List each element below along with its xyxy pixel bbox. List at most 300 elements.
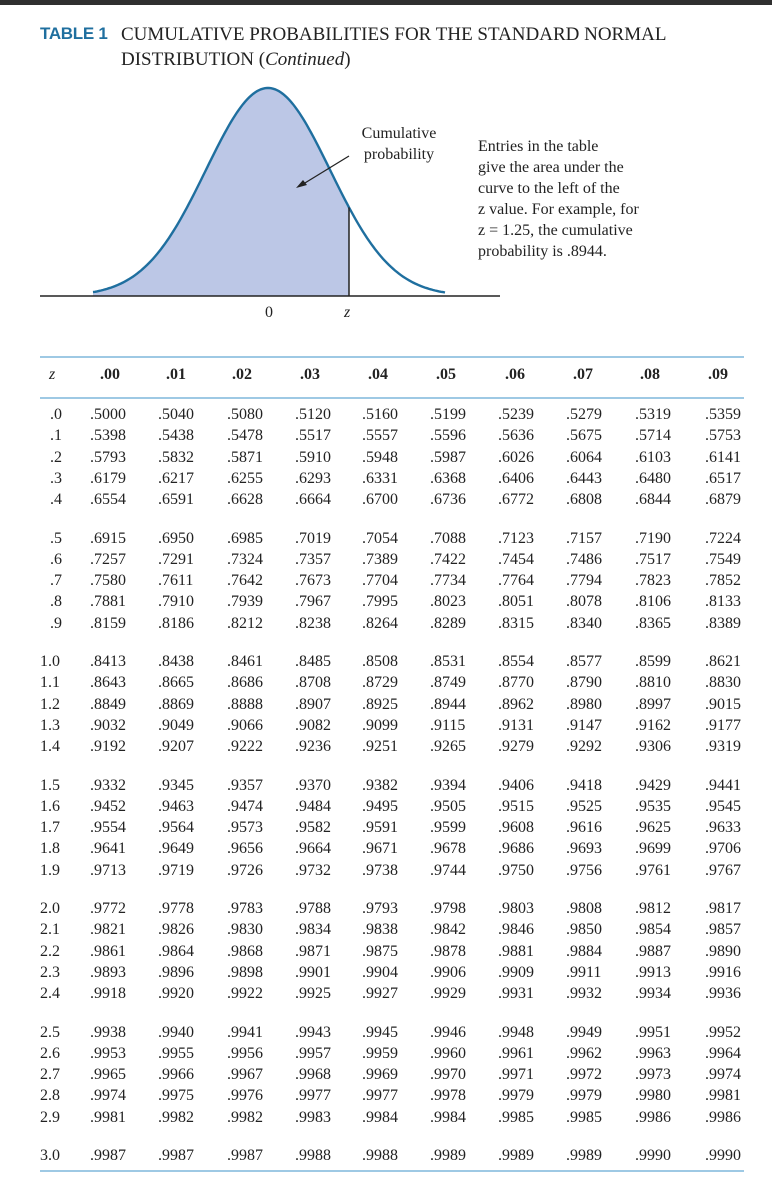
table-row: [40, 653, 744, 674]
probability-cell: .9678: [430, 840, 466, 858]
row-z-value: 1.8: [40, 840, 60, 858]
entries-line-5: z = 1.25, the cumulative: [478, 222, 633, 239]
probability-cell: .8599: [635, 653, 671, 670]
probability-cell: .9767: [705, 861, 741, 879]
probability-cell: .6331: [362, 469, 398, 487]
probability-cell: .9505: [430, 797, 466, 815]
row-z-value: .4: [50, 491, 62, 509]
probability-cell: .9881: [498, 942, 534, 960]
probability-cell: .9332: [90, 776, 126, 794]
probability-cell: .7704: [362, 572, 398, 590]
probability-cell: .5753: [705, 427, 741, 445]
probability-cell: .9535: [635, 797, 671, 815]
probability-cell: .8810: [635, 674, 671, 692]
table-row: [40, 406, 744, 427]
probability-cell: .6985: [227, 529, 263, 547]
probability-cell: .9962: [566, 1044, 602, 1062]
table-row: [40, 1024, 744, 1045]
row-z-value: .6: [50, 550, 62, 568]
probability-cell: .6141: [705, 448, 741, 466]
probability-cell: .5596: [430, 427, 466, 445]
probability-cell: .7257: [90, 550, 126, 568]
probability-cell: .9861: [90, 942, 126, 960]
probability-cell: .8264: [362, 614, 398, 632]
probability-cell: .9906: [430, 963, 466, 981]
probability-cell: .9830: [227, 921, 263, 939]
probability-cell: .9904: [362, 963, 398, 981]
probability-cell: .9808: [566, 900, 602, 917]
probability-cell: .7224: [705, 529, 741, 547]
probability-cell: .9738: [362, 861, 398, 879]
probability-cell: .7881: [90, 593, 126, 611]
probability-cell: .9515: [498, 797, 534, 815]
probability-cell: .9582: [295, 819, 331, 837]
row-z-value: .2: [50, 448, 62, 466]
probability-cell: .6179: [90, 469, 126, 487]
probability-cell: .9625: [635, 819, 671, 837]
probability-cell: .9986: [635, 1108, 671, 1126]
header-col-03: .03: [300, 366, 320, 383]
probability-cell: .6026: [498, 448, 534, 466]
probability-cell: .9846: [498, 921, 534, 939]
probability-cell: .5359: [705, 406, 741, 423]
probability-cell: .9671: [362, 840, 398, 858]
probability-cell: .9949: [566, 1023, 602, 1041]
probability-cell: .7389: [362, 550, 398, 568]
probability-cell: .8023: [430, 593, 466, 611]
probability-cell: .8078: [566, 593, 602, 611]
probability-cell: .9945: [362, 1023, 398, 1041]
probability-cell: .6368: [430, 469, 466, 487]
probability-cell: .9699: [635, 840, 671, 858]
probability-cell: .9963: [635, 1044, 671, 1062]
probability-cell: .8485: [295, 653, 331, 670]
probability-cell: .7794: [566, 572, 602, 590]
probability-cell: .9988: [362, 1147, 398, 1164]
probability-cell: .7190: [635, 529, 671, 547]
probability-cell: .6591: [158, 491, 194, 509]
probability-cell: .6808: [566, 491, 602, 509]
row-z-value: 3.0: [40, 1147, 60, 1164]
probability-cell: .9788: [295, 900, 331, 917]
probability-cell: .9972: [566, 1066, 602, 1084]
probability-cell: .7995: [362, 593, 398, 611]
axis-z-label: z: [344, 304, 351, 321]
probability-cell: .8212: [227, 614, 263, 632]
table-row: [40, 551, 744, 572]
probability-cell: .8770: [498, 674, 534, 692]
probability-cell: .9975: [158, 1087, 194, 1105]
row-z-value: .5: [50, 529, 62, 547]
probability-cell: .9251: [362, 738, 398, 756]
probability-cell: .9131: [498, 716, 534, 734]
probability-cell: .9927: [362, 985, 398, 1003]
probability-cell: .9990: [705, 1147, 741, 1164]
row-z-value: 1.0: [40, 653, 60, 670]
probability-cell: .5438: [158, 427, 194, 445]
probability-cell: .9986: [705, 1108, 741, 1126]
probability-cell: .9932: [566, 985, 602, 1003]
table-bottom-rule: [40, 1170, 744, 1172]
probability-cell: .6879: [705, 491, 741, 509]
probability-cell: .9989: [430, 1147, 466, 1164]
row-z-value: .3: [50, 469, 62, 487]
probability-cell: .9964: [705, 1044, 741, 1062]
probability-cell: .5040: [158, 406, 194, 423]
probability-cell: .8749: [430, 674, 466, 692]
probability-cell: .9463: [158, 797, 194, 815]
probability-cell: .9978: [430, 1087, 466, 1105]
probability-cell: .9973: [635, 1066, 671, 1084]
probability-cell: .9726: [227, 861, 263, 879]
row-z-value: 2.1: [40, 921, 60, 939]
probability-cell: .9441: [705, 776, 741, 794]
probability-cell: .8389: [705, 614, 741, 632]
probability-cell: .9943: [295, 1023, 331, 1041]
probability-cell: .9948: [498, 1023, 534, 1041]
probability-cell: .9941: [227, 1023, 263, 1041]
table-row: [40, 840, 744, 861]
probability-cell: .9985: [498, 1108, 534, 1126]
table-body: [40, 398, 744, 1168]
header-col-05: .05: [436, 366, 456, 383]
probability-cell: .9744: [430, 861, 466, 879]
table-row: [40, 427, 744, 448]
cumulative-shaded-area: [93, 88, 349, 296]
probability-cell: .9984: [362, 1108, 398, 1126]
probability-cell: .7642: [227, 572, 263, 590]
probability-cell: .8944: [430, 695, 466, 713]
probability-cell: .9599: [430, 819, 466, 837]
probability-cell: .9474: [227, 797, 263, 815]
probability-cell: .9803: [498, 900, 534, 917]
probability-cell: .9909: [498, 963, 534, 981]
probability-cell: .9418: [566, 776, 602, 794]
probability-cell: .9370: [295, 776, 331, 794]
probability-cell: .8238: [295, 614, 331, 632]
cumulative-label-line-2: probability: [363, 146, 435, 163]
probability-cell: .6915: [90, 529, 126, 547]
probability-cell: .9279: [498, 738, 534, 756]
probability-cell: .8980: [566, 695, 602, 713]
probability-cell: .9959: [362, 1044, 398, 1062]
probability-cell: .5160: [362, 406, 398, 423]
row-z-value: 2.0: [40, 900, 60, 917]
probability-cell: .6950: [158, 529, 194, 547]
row-z-value: 2.2: [40, 942, 60, 960]
axis-zero-label: 0: [265, 304, 273, 321]
probability-cell: .5279: [566, 406, 602, 423]
probability-cell: .9987: [227, 1147, 263, 1164]
probability-cell: .9936: [705, 985, 741, 1003]
table-row: [40, 717, 744, 738]
probability-cell: .9938: [90, 1023, 126, 1041]
probability-cell: .9842: [430, 921, 466, 939]
probability-cell: .9484: [295, 797, 331, 815]
probability-cell: .7939: [227, 593, 263, 611]
probability-cell: .8686: [227, 674, 263, 692]
probability-cell: .5948: [362, 448, 398, 466]
table-row: [40, 1109, 744, 1130]
probability-cell: .9955: [158, 1044, 194, 1062]
probability-cell: .9756: [566, 861, 602, 879]
probability-cell: .9082: [295, 716, 331, 734]
probability-cell: .9981: [90, 1108, 126, 1126]
table-row: [40, 985, 744, 1006]
probability-cell: .8133: [705, 593, 741, 611]
probability-cell: .9967: [227, 1066, 263, 1084]
probability-cell: .5120: [295, 406, 331, 423]
probability-cell: .9946: [430, 1023, 466, 1041]
probability-cell: .6554: [90, 491, 126, 509]
probability-cell: .9957: [295, 1044, 331, 1062]
row-z-value: 2.6: [40, 1044, 60, 1062]
probability-cell: .8289: [430, 614, 466, 632]
probability-cell: .7823: [635, 572, 671, 590]
probability-cell: .9616: [566, 819, 602, 837]
probability-cell: .7157: [566, 529, 602, 547]
probability-cell: .9871: [295, 942, 331, 960]
header-col-09: .09: [708, 366, 728, 383]
probability-cell: .8106: [635, 593, 671, 611]
probability-cell: .9834: [295, 921, 331, 939]
probability-cell: .7580: [90, 572, 126, 590]
probability-cell: .6664: [295, 491, 331, 509]
probability-cell: .8340: [566, 614, 602, 632]
probability-cell: .9222: [227, 738, 263, 756]
entries-line-2: give the area under the: [478, 159, 624, 176]
probability-cell: .9147: [566, 716, 602, 734]
probability-cell: .9960: [430, 1044, 466, 1062]
probability-cell: .9573: [227, 819, 263, 837]
probability-cell: .7734: [430, 572, 466, 590]
table-row: [40, 572, 744, 593]
probability-cell: .8907: [295, 695, 331, 713]
table-row: [40, 1147, 744, 1168]
row-z-value: 1.4: [40, 738, 60, 756]
probability-cell: .9382: [362, 776, 398, 794]
table-row: [40, 674, 744, 695]
table-row: [40, 862, 744, 883]
probability-cell: .9649: [158, 840, 194, 858]
probability-cell: .7019: [295, 529, 331, 547]
probability-cell: .9554: [90, 819, 126, 837]
probability-cell: .9641: [90, 840, 126, 858]
probability-cell: .9953: [90, 1044, 126, 1062]
probability-cell: .9406: [498, 776, 534, 794]
table-row: [40, 738, 744, 759]
probability-cell: .9732: [295, 861, 331, 879]
row-z-value: .7: [50, 572, 62, 590]
probability-cell: .5675: [566, 427, 602, 445]
table-row: [40, 530, 744, 551]
probability-cell: .9162: [635, 716, 671, 734]
probability-cell: .9798: [430, 900, 466, 917]
probability-cell: .6064: [566, 448, 602, 466]
title-line-2-close: ): [344, 49, 351, 70]
probability-cell: .9686: [498, 840, 534, 858]
probability-cell: .8577: [566, 653, 602, 670]
probability-cell: .7357: [295, 550, 331, 568]
probability-cell: .6255: [227, 469, 263, 487]
probability-cell: .5000: [90, 406, 126, 423]
probability-cell: .8925: [362, 695, 398, 713]
probability-cell: .9857: [705, 921, 741, 939]
probability-cell: .6480: [635, 469, 671, 487]
probability-cell: .9706: [705, 840, 741, 858]
probability-cell: .9099: [362, 716, 398, 734]
probability-cell: .9976: [227, 1087, 263, 1105]
probability-cell: .5910: [295, 448, 331, 466]
probability-cell: .9838: [362, 921, 398, 939]
probability-cell: .9357: [227, 776, 263, 794]
probability-cell: .5517: [295, 427, 331, 445]
probability-cell: .6217: [158, 469, 194, 487]
table-row: [40, 964, 744, 985]
entries-line-4: z value. For example, for: [478, 201, 639, 218]
probability-cell: .7611: [158, 572, 194, 590]
probability-cell: .9817: [705, 900, 741, 917]
probability-cell: .9812: [635, 900, 671, 917]
probability-cell: .7517: [635, 550, 671, 568]
probability-cell: .9719: [158, 861, 194, 879]
probability-cell: .9918: [90, 985, 126, 1003]
probability-cell: .9656: [227, 840, 263, 858]
table-row: [40, 900, 744, 921]
probability-cell: .9979: [498, 1087, 534, 1105]
probability-cell: .5398: [90, 427, 126, 445]
table-row: [40, 1045, 744, 1066]
probability-cell: .9545: [705, 797, 741, 815]
table-row: [40, 798, 744, 819]
probability-cell: .8643: [90, 674, 126, 692]
probability-cell: .6517: [705, 469, 741, 487]
header-col-00: .00: [100, 366, 120, 383]
probability-cell: .9985: [566, 1108, 602, 1126]
probability-cell: .5793: [90, 448, 126, 466]
probability-cell: .9916: [705, 963, 741, 981]
cumulative-label-line-1: Cumulative: [361, 125, 437, 142]
probability-cell: .7291: [158, 550, 194, 568]
probability-cell: .7764: [498, 572, 534, 590]
probability-cell: .5239: [498, 406, 534, 423]
probability-cell: .6443: [566, 469, 602, 487]
probability-cell: .9952: [705, 1023, 741, 1041]
probability-cell: .9693: [566, 840, 602, 858]
probability-cell: .8621: [705, 653, 741, 670]
probability-cell: .9934: [635, 985, 671, 1003]
probability-cell: .9306: [635, 738, 671, 756]
probability-cell: .9974: [90, 1087, 126, 1105]
probability-cell: .9980: [635, 1087, 671, 1105]
probability-cell: .9981: [705, 1087, 741, 1105]
row-z-value: 2.9: [40, 1108, 60, 1126]
probability-cell: .9452: [90, 797, 126, 815]
probability-cell: .9564: [158, 819, 194, 837]
table-row: [40, 819, 744, 840]
probability-cell: .8159: [90, 614, 126, 632]
probability-cell: .9495: [362, 797, 398, 815]
probability-cell: .5636: [498, 427, 534, 445]
probability-cell: .6772: [498, 491, 534, 509]
probability-cell: .8315: [498, 614, 534, 632]
probability-cell: .9911: [566, 963, 602, 981]
probability-cell: .9783: [227, 900, 263, 917]
probability-cell: .5832: [158, 448, 194, 466]
probability-cell: .7910: [158, 593, 194, 611]
probability-cell: .9868: [227, 942, 263, 960]
probability-cell: .8051: [498, 593, 534, 611]
probability-cell: .9049: [158, 716, 194, 734]
probability-cell: .8365: [635, 614, 671, 632]
header-col-01: .01: [166, 366, 186, 383]
probability-cell: .9772: [90, 900, 126, 917]
probability-cell: .8531: [430, 653, 466, 670]
probability-cell: .8869: [158, 695, 194, 713]
table-row: [40, 593, 744, 614]
row-z-value: 1.7: [40, 819, 60, 837]
row-z-value: .9: [50, 614, 62, 632]
title-line-1: CUMULATIVE PROBABILITIES FOR THE STANDARD NORMAL: [121, 24, 667, 45]
table-row: [40, 777, 744, 798]
probability-cell: .9878: [430, 942, 466, 960]
probability-cell: .9922: [227, 985, 263, 1003]
probability-cell: .8849: [90, 695, 126, 713]
probability-cell: .9977: [295, 1087, 331, 1105]
probability-cell: .9990: [635, 1147, 671, 1164]
table-label: TABLE 1: [40, 24, 108, 43]
probability-cell: .9920: [158, 985, 194, 1003]
probability-cell: .6700: [362, 491, 398, 509]
probability-cell: .9982: [227, 1108, 263, 1126]
probability-cell: .5714: [635, 427, 671, 445]
table-row: [40, 943, 744, 964]
probability-cell: .9778: [158, 900, 194, 917]
probability-cell: .9951: [635, 1023, 671, 1041]
table-row: [40, 615, 744, 636]
top-border: [0, 0, 772, 5]
probability-cell: .6628: [227, 491, 263, 509]
probability-cell: .9192: [90, 738, 126, 756]
probability-cell: .9429: [635, 776, 671, 794]
probability-cell: .8508: [362, 653, 398, 670]
probability-cell: .7088: [430, 529, 466, 547]
probability-cell: .9793: [362, 900, 398, 917]
probability-cell: .9969: [362, 1066, 398, 1084]
probability-cell: .8830: [705, 674, 741, 692]
probability-cell: .9987: [158, 1147, 194, 1164]
probability-cell: .5478: [227, 427, 263, 445]
probability-cell: .8729: [362, 674, 398, 692]
probability-cell: .8790: [566, 674, 602, 692]
probability-cell: .9854: [635, 921, 671, 939]
title-line-2-text: DISTRIBUTION (: [121, 49, 266, 70]
probability-cell: .9608: [498, 819, 534, 837]
probability-cell: .9115: [430, 716, 466, 734]
probability-cell: .9956: [227, 1044, 263, 1062]
probability-cell: .9394: [430, 776, 466, 794]
probability-cell: .5319: [635, 406, 671, 423]
probability-cell: .8888: [227, 695, 263, 713]
probability-cell: .7123: [498, 529, 534, 547]
probability-cell: .9966: [158, 1066, 194, 1084]
probability-cell: .9177: [705, 716, 741, 734]
row-z-value: 2.5: [40, 1023, 60, 1041]
header-col-02: .02: [232, 366, 252, 383]
probability-cell: .9931: [498, 985, 534, 1003]
probability-cell: .9015: [705, 695, 741, 713]
table-row: [40, 1066, 744, 1087]
